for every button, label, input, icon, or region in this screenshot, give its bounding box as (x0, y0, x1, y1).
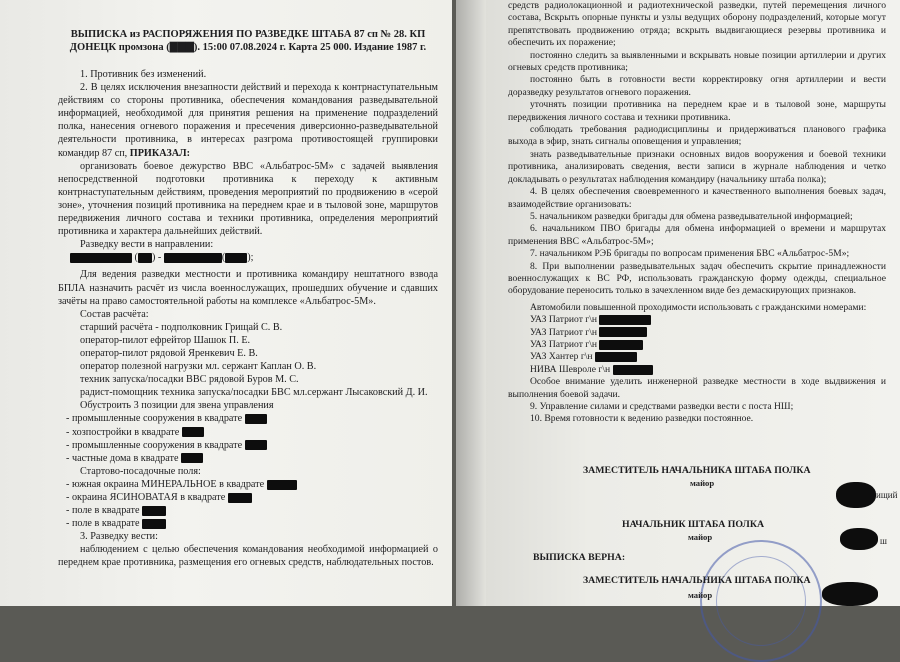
paragraph-item-7: 7. начальником РЭБ бригады по вопросам применения БВС «Альбатрос-5М»; (530, 248, 850, 260)
redacted-signature-3 (822, 582, 878, 606)
paragraph-top-6: знать разведывательные признаки основных видов вооружения и боевой техники противника, анализировать сведения, вести записи в журнале наблюдения и четко докладывать о результатах наблюдения командиру (начальнику штаба полка); (508, 148, 886, 185)
car-item: УАЗ Патриот г\н (508, 327, 886, 339)
paragraph-item-9: 9. Управление силами и средствами разведки вести с поста НШ; (530, 401, 794, 412)
paragraph-item-1: 1. Противник без изменений. (80, 69, 207, 80)
car-item: УАЗ Патриот г\н (508, 314, 886, 326)
redacted-signature-2 (840, 528, 878, 550)
crew-member: оператор полезной нагрузки мл. сержант Каплан О. В. (80, 361, 317, 373)
paragraph-direction: Разведку вести в направлении: (80, 239, 214, 251)
order-word: ПРИКАЗАЛ: (129, 147, 191, 159)
positions-title: Обустроить 3 позиции для звена управления (80, 400, 274, 412)
paragraph-top-2: постоянно следить за выявленными и вскрывать новые позиции артиллерии и других огневых средств противника; (508, 49, 886, 74)
signature-rank-deputy: майор (690, 478, 715, 488)
crew-member: оператор-пилот рядовой Яренкевич Е. В. (80, 347, 258, 359)
fields-list (58, 478, 438, 530)
position-item: - промышленные сооружения в квадрате (66, 412, 438, 425)
redacted-direction-line: ( ) - ( ); (70, 251, 438, 264)
paragraph-item-3: 3. Разведку вести: (80, 531, 158, 543)
paragraph-bpla: Для ведения разведки местности и противника командиру нештатного взвода БПЛА назначить расчёт из числа военнослужащих, прошедших обучение и сдавших зачёты на право самостоятельной работы на комплексе «Альбатрос-5М». (58, 269, 438, 307)
extract-verified-label: ВЫПИСКА ВЕРНА: (533, 552, 626, 563)
car-item: УАЗ Патриот г\н (508, 339, 886, 351)
field-item: - поле в квадрате (66, 504, 438, 517)
paragraph-item-2: 2. В целях исключения внезапности действий и перехода к контрнаступательным действиям со стороны противника, обеспечения командования разведывательной информацией, необходимой для принятия решения на применение подразделений полка, нанесения огневого поражения и пресечения диверсионно-разведывательной деятельности противника, в интересах разгрома противостоящей группировки командир 87 сп, ПРИКАЗАЛ: (58, 82, 438, 159)
paragraph-top-5: соблюдать требования радиодисциплины и придерживаться планового графика выхода в эфир, знать сигналы оповещения и управления; (508, 124, 886, 148)
crew-member: старший расчёта - подполковник Грищай С. В. (80, 321, 283, 333)
crew-member: радист-помощник техника запуска/посадки БВС мл.сержант Лысаковский Д. И. (80, 387, 428, 399)
fields-title: Стартово-посадочные поля: (80, 465, 201, 477)
car-item: НИВА Шевроле г\н (508, 364, 886, 376)
document-header: ВЫПИСКА из РАСПОРЯЖЕНИЯ ПО РАЗВЕДКЕ ШТАБА 87 сп № 28. КП ДОНЕЦК промзона (▇▇▇). 15:00 07.08.2024 г. Карта 25 000. Издание 1987 г. (69, 29, 427, 53)
position-item: - частные дома в квадрате (66, 452, 438, 465)
positions-list (58, 412, 438, 464)
position-item: - хозпостройки в квадрате (66, 426, 438, 439)
field-item: - окраина ЯСИНОВАТАЯ в квадрате (66, 491, 438, 504)
cars-list (508, 314, 886, 376)
paragraph-top-4: уточнять позиции противника на переднем крае и в тыловой зоне, маршруты передвижения личного состава и техники противника. (508, 99, 886, 123)
signature-fragment-1: ищий (876, 490, 898, 500)
paragraph-item-6: 6. начальником ПВО бригады для обмена информацией о времени и маршрутах применения ВВС «Альбатрос-5М»; (508, 223, 886, 247)
position-item: - промышленные сооружения в квадрате (66, 439, 438, 452)
paragraph-item-8: 8. При выполнении разведывательных задач обеспечить скрытие принадлежности военнослужащих к ВС РФ, использовать гражданскую форму одежды, специальное оборудование переносить только в зачехленном виде без демаскирующих признаков. (508, 260, 886, 297)
paragraph-item-5: 5. начальником разведки бригады для обмена разведывательной информацией; (530, 210, 853, 222)
crew-member: оператор-пилот ефрейтор Шашок П. Е. (80, 334, 251, 346)
paragraph-top-1: средств радиолокационной и радиотехнической разведки, путей перемещения личного состава, Вскрыть опорные пункты и узлы ведущих оборону подразделений, которые могут препятствовать продвижению отряда; вскрыть выдвигающиеся резервы противника и обеспечить их поражение; (508, 0, 886, 49)
document-page-right (456, 0, 900, 606)
crew-title: Состав расчёта: (80, 308, 149, 320)
paragraph-item-4: 4. В целях обеспечения своевременного и качественного выполнения боевых задач, взаимодействие организовать: (508, 186, 886, 210)
field-item: - поле в квадрате (66, 517, 438, 530)
paragraph-top-3: постоянно быть в готовности вести корректировку огня артиллерии и вести доразведку результатов огневого поражения. (508, 74, 886, 98)
field-item: - южная окраина МИНЕРАЛЬНОЕ в квадрате (66, 478, 438, 491)
signature-title-deputy: ЗАМЕСТИТЕЛЬ НАЧАЛЬНИКА ШТАБА ПОЛКА (583, 465, 811, 476)
paragraph-item-10: 10. Время готовности к ведению разведки постоянное. (530, 413, 754, 425)
paragraph-organize: организовать боевое дежурство ВВС «Альбатрос-5М» с задачей выявления непосредственной подготовки противника к переходу к активным контрнаступательным действиям, проведения мероприятий по продвижению в «серой зоне», уточнения позиций противника на переднем крае и в тыловой зоне, маршрутов передвижения личного состава и техники противника, определения мероприятий противника и характера дальнейших действий. (58, 160, 438, 238)
signature-title-chief: НАЧАЛЬНИК ШТАБА ПОЛКА (622, 519, 765, 530)
signature-fragment-2: ш (880, 536, 887, 546)
cars-title: Автомобили повышенной проходимости использовать с гражданскими номерами: (530, 301, 867, 313)
signature-title-deputy-verified: ЗАМЕСТИТЕЛЬ НАЧАЛЬНИКА ШТАБА ПОЛКА (583, 575, 811, 586)
document-page-left (0, 0, 452, 606)
paragraph-special: Особое внимание уделить инженерной разведке местности в ходе выдвижения и выполнения боевой задачи. (508, 376, 886, 400)
signature-rank-chief: майор (688, 532, 713, 542)
signature-rank-verified: майор (688, 590, 713, 600)
car-item: УАЗ Хантер г\н (508, 351, 886, 363)
paragraph-observe: наблюдением с целью обеспечения командования необходимой информацией о переднем крае противника, размещения его огневых средств, наблюдательных постов. (58, 544, 438, 569)
crew-list (58, 321, 438, 400)
redacted-signature-1 (836, 482, 876, 508)
official-seal (700, 540, 822, 662)
crew-member: техник запуска/посадки ВВС рядовой Буров М. С. (80, 374, 299, 386)
